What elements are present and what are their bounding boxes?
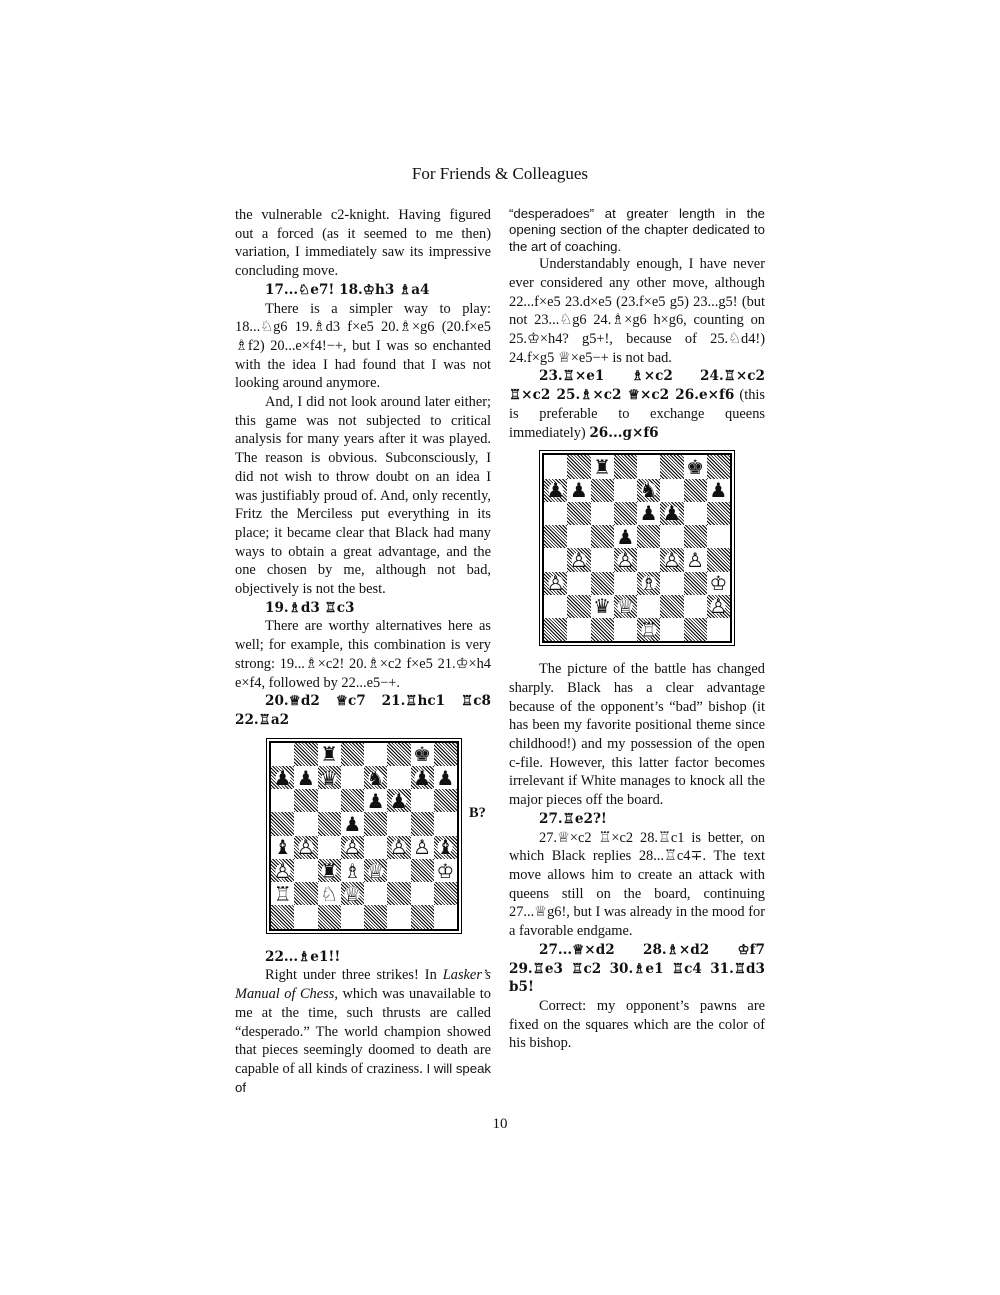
board-square	[271, 859, 294, 882]
board-square	[637, 548, 660, 571]
chess-piece: ♙	[616, 547, 635, 572]
move-line: 20.♕d2 ♕c7 21.♖hc1 ♖c8 22.♖a2	[235, 693, 491, 728]
board-square	[271, 836, 294, 859]
chess-piece: ♟	[273, 765, 292, 790]
board-square	[341, 766, 364, 789]
board-square	[364, 882, 387, 905]
board-square	[614, 479, 637, 502]
board-square	[341, 882, 364, 905]
board-square	[434, 812, 457, 835]
side-to-move-label: B?	[469, 804, 486, 821]
board-square	[271, 766, 294, 789]
board-square	[271, 743, 294, 766]
board-square	[318, 789, 341, 812]
board-square	[591, 455, 614, 478]
chess-board	[269, 741, 459, 931]
board-square	[318, 836, 341, 859]
board-square	[318, 743, 341, 766]
board-square	[411, 812, 434, 835]
board-square	[567, 618, 590, 641]
board-square	[591, 618, 614, 641]
chess-piece: ♙	[709, 594, 728, 619]
chess-piece: ♘	[320, 881, 339, 906]
chess-piece: ♝	[273, 835, 292, 860]
board-square	[294, 766, 317, 789]
board-square	[660, 455, 683, 478]
board-square	[544, 525, 567, 548]
board-square	[660, 548, 683, 571]
board-square	[707, 455, 730, 478]
board-square	[364, 766, 387, 789]
board-square	[707, 502, 730, 525]
chess-piece: ♙	[569, 547, 588, 572]
move-line: 19.♗d3 ♖c3	[265, 599, 355, 616]
board-square	[684, 572, 707, 595]
chess-piece: ♔	[436, 858, 455, 883]
board-square	[591, 548, 614, 571]
board-square	[294, 905, 317, 928]
chess-piece: ♟	[616, 524, 635, 549]
chess-piece: ♟	[389, 788, 408, 813]
board-square	[544, 572, 567, 595]
board-square	[434, 766, 457, 789]
board-square	[341, 905, 364, 928]
chess-piece: ♙	[389, 835, 408, 860]
move-line: 27.♖e2?!	[539, 810, 607, 827]
board-square	[544, 479, 567, 502]
board-square	[660, 595, 683, 618]
chess-piece: ♙	[662, 547, 681, 572]
chess-piece: ♙	[546, 571, 565, 596]
paragraph: Correct: my opponent’s pawns are fixed on the squares which are the color of his bishop.	[509, 997, 765, 1052]
board-square	[364, 743, 387, 766]
chess-board	[542, 453, 732, 643]
move-line: 22...♗e1!!	[265, 948, 341, 965]
chess-piece: ♟	[662, 501, 681, 526]
board-square	[434, 836, 457, 859]
board-square	[294, 743, 317, 766]
board-square	[637, 618, 660, 641]
chess-piece: ♗	[343, 858, 362, 883]
board-square	[660, 479, 683, 502]
chess-piece: ♞	[639, 478, 658, 503]
board-square	[567, 572, 590, 595]
board-square	[544, 502, 567, 525]
move-text: 26...g×f6	[589, 424, 659, 441]
paragraph: And, I did not look around later either; this game was not subjected to critical analysis for many years after it was played. The reason is obvious. Subconsciously, I did not wish to throw doubt on an idea I was justifiably proud of. And, only recently, Fritz the Merciless put everything in its place; it became clear that Black had many ways to obtain a great advantage, and the one chosen by me, although not bad, objectively is not the best.	[235, 394, 491, 598]
board-square	[684, 595, 707, 618]
board-square	[434, 789, 457, 812]
paragraph: The picture of the battle has changed sharply. Black has a clear advantage because of the opponent’s “bad” bishop (it has been my favorite positional theme since childhood!) and my possession of the open c-file. However, this latter factor becomes irrelevant if White manages to knock all the major pieces off the board.	[509, 661, 765, 809]
chess-piece: ♚	[686, 454, 705, 479]
chess-piece: ♛	[320, 765, 339, 790]
board-square	[707, 525, 730, 548]
board-square	[294, 812, 317, 835]
board-square	[434, 859, 457, 882]
chess-piece: ♖	[639, 617, 658, 642]
chess-piece: ♖	[273, 881, 292, 906]
board-square	[614, 595, 637, 618]
paragraph: 27.♕×c2 ♖×c2 28.♖c1 is better, on which Black replies 28...♖c4∓. The text move allows him to create an attack with queens still on the board, continuing 27...♕g6!, but I was already in the mood for a favorable endgame.	[509, 829, 765, 940]
board-square	[411, 766, 434, 789]
chess-piece: ♕	[616, 594, 635, 619]
paragraph: There is a simpler way to play: 18...♘g6 19.♗d3 f×e5 20.♗×g6 (20.f×e5 ♗f2) 20...e×f4!−+, but I was so enchanted with the idea I had found that I was not looking around anymore.	[235, 300, 491, 392]
board-square	[387, 859, 410, 882]
board-square	[684, 548, 707, 571]
board-square	[387, 789, 410, 812]
board-square	[364, 836, 387, 859]
board-square	[684, 525, 707, 548]
board-square	[614, 572, 637, 595]
chess-piece: ♟	[569, 478, 588, 503]
chess-piece: ♟	[343, 812, 362, 837]
board-square	[614, 548, 637, 571]
board-square	[318, 812, 341, 835]
paragraph: There are worthy alternatives here as well; for example, this combination is very strong: 19...♗×c2! 20.♗×c2 f×e5 21.♔×h4 e×f4, followed by 22...e5−+.	[235, 618, 491, 691]
board-square	[294, 836, 317, 859]
board-square	[660, 502, 683, 525]
board-square	[387, 905, 410, 928]
move-text: 23.♖×e1 ♗×c2 24.♖×c2 ♖×c2 25.♗×c2 ♕×c2 26.e×f6	[509, 368, 765, 404]
text-span: Right under three strikes! In	[265, 967, 443, 984]
board-square	[364, 905, 387, 928]
right-column	[509, 206, 765, 1053]
board-square	[637, 502, 660, 525]
board-square	[364, 789, 387, 812]
board-square	[660, 525, 683, 548]
board-square	[387, 812, 410, 835]
chess-piece: ♝	[436, 835, 455, 860]
board-square	[567, 479, 590, 502]
paragraph	[235, 966, 491, 1097]
chess-piece: ♟	[546, 478, 565, 503]
board-square	[387, 882, 410, 905]
move-line	[509, 367, 765, 442]
chess-piece: ♟	[296, 765, 315, 790]
chess-piece: ♜	[593, 454, 612, 479]
chess-piece: ♔	[709, 571, 728, 596]
chess-piece: ♜	[320, 858, 339, 883]
board-square	[544, 618, 567, 641]
board-square	[660, 618, 683, 641]
board-square	[411, 882, 434, 905]
move-line: 27...♕×d2 28.♗×d2 ♔f7 29.♖e3 ♖c2 30.♗e1 ♖c4 31.♖d3 b5!	[509, 941, 765, 996]
board-square	[567, 502, 590, 525]
book-title: Lasker’s Manual of Chess	[235, 967, 491, 1003]
chess-piece: ♟	[413, 765, 432, 790]
board-square	[544, 595, 567, 618]
left-column	[235, 206, 491, 1097]
board-square	[341, 859, 364, 882]
board-square	[591, 595, 614, 618]
board-square	[614, 455, 637, 478]
chess-piece: ♛	[593, 594, 612, 619]
board-square	[341, 743, 364, 766]
board-square	[411, 743, 434, 766]
board-square	[544, 455, 567, 478]
board-square	[271, 882, 294, 905]
chess-piece: ♙	[413, 835, 432, 860]
board-square	[318, 766, 341, 789]
chess-piece: ♙	[273, 858, 292, 883]
board-square	[271, 905, 294, 928]
text-span: I will speak of	[235, 1060, 492, 1095]
chess-piece: ♞	[366, 765, 385, 790]
board-square	[411, 859, 434, 882]
board-square	[637, 479, 660, 502]
board-square	[567, 525, 590, 548]
board-square	[294, 882, 317, 905]
text-span: , which was unavailable to me at the time, such thrusts are called “desperado.” The world champion showed that pieces seemingly doomed to death are capable of all kinds of craziness.	[235, 986, 491, 1077]
chess-diagram-2	[542, 453, 765, 649]
board-square	[684, 618, 707, 641]
chess-piece: ♙	[343, 835, 362, 860]
board-square	[434, 743, 457, 766]
chess-piece: ♚	[413, 742, 432, 767]
board-square	[637, 455, 660, 478]
board-square	[387, 836, 410, 859]
board-square	[567, 548, 590, 571]
board-square	[341, 812, 364, 835]
board-square	[411, 836, 434, 859]
board-square	[707, 595, 730, 618]
board-square	[318, 905, 341, 928]
board-square	[294, 859, 317, 882]
chess-diagram-1	[269, 741, 491, 937]
board-square	[707, 548, 730, 571]
board-square	[614, 502, 637, 525]
board-square	[567, 595, 590, 618]
chess-piece: ♙	[686, 547, 705, 572]
board-square	[387, 766, 410, 789]
board-square	[434, 905, 457, 928]
board-square	[318, 859, 341, 882]
board-square	[684, 479, 707, 502]
chess-piece: ♗	[639, 571, 658, 596]
board-square	[294, 789, 317, 812]
board-square	[318, 882, 341, 905]
board-square	[637, 595, 660, 618]
chess-piece: ♙	[296, 835, 315, 860]
text-span: (this is preferable to exchange queens immediately)	[509, 387, 766, 441]
board-square	[341, 836, 364, 859]
chess-piece: ♕	[343, 881, 362, 906]
chess-piece: ♟	[436, 765, 455, 790]
board-square	[591, 479, 614, 502]
board-square	[591, 572, 614, 595]
running-head: For Friends & Colleagues	[411, 164, 589, 183]
chess-piece: ♟	[709, 478, 728, 503]
chess-piece: ♟	[366, 788, 385, 813]
board-square	[591, 525, 614, 548]
board-square	[544, 548, 567, 571]
board-square	[591, 502, 614, 525]
board-square	[684, 502, 707, 525]
board-square	[434, 882, 457, 905]
board-square	[364, 859, 387, 882]
board-square	[411, 789, 434, 812]
board-square	[637, 572, 660, 595]
paragraph: the vulnerable c2-knight. Having figured out a forced (as it seemed to me then) variation, I immediately saw its impressive concluding move.	[235, 207, 491, 280]
board-square	[271, 812, 294, 835]
paragraph: “desperadoes” at greater length in the opening section of the chapter dedicated to the art of coaching.	[509, 206, 765, 254]
board-square	[707, 618, 730, 641]
chess-piece: ♕	[366, 858, 385, 883]
board-square	[271, 789, 294, 812]
chess-piece: ♟	[639, 501, 658, 526]
board-square	[637, 525, 660, 548]
board-square	[614, 618, 637, 641]
board-square	[387, 743, 410, 766]
move-line: 17...♘e7! 18.♔h3 ♗a4	[265, 281, 430, 298]
chess-piece: ♜	[320, 742, 339, 767]
page-number: 10	[492, 1116, 508, 1132]
paragraph: Understandably enough, I have never ever considered any other move, although 22...f×e5 23.d×e5 (23.f×e5 g5) 23...g5! (but not 23...♘g6 24.♗×g6 h×g6, counting on 25.♔×h4? g5+!, because of 25.♘d4!) 24.f×g5 ♕×e5−+ is not bad.	[509, 256, 765, 366]
board-square	[707, 572, 730, 595]
board-square	[707, 479, 730, 502]
board-square	[567, 455, 590, 478]
board-square	[614, 525, 637, 548]
board-square	[660, 572, 683, 595]
board-square	[684, 455, 707, 478]
board-square	[341, 789, 364, 812]
board-square	[411, 905, 434, 928]
board-square	[364, 812, 387, 835]
